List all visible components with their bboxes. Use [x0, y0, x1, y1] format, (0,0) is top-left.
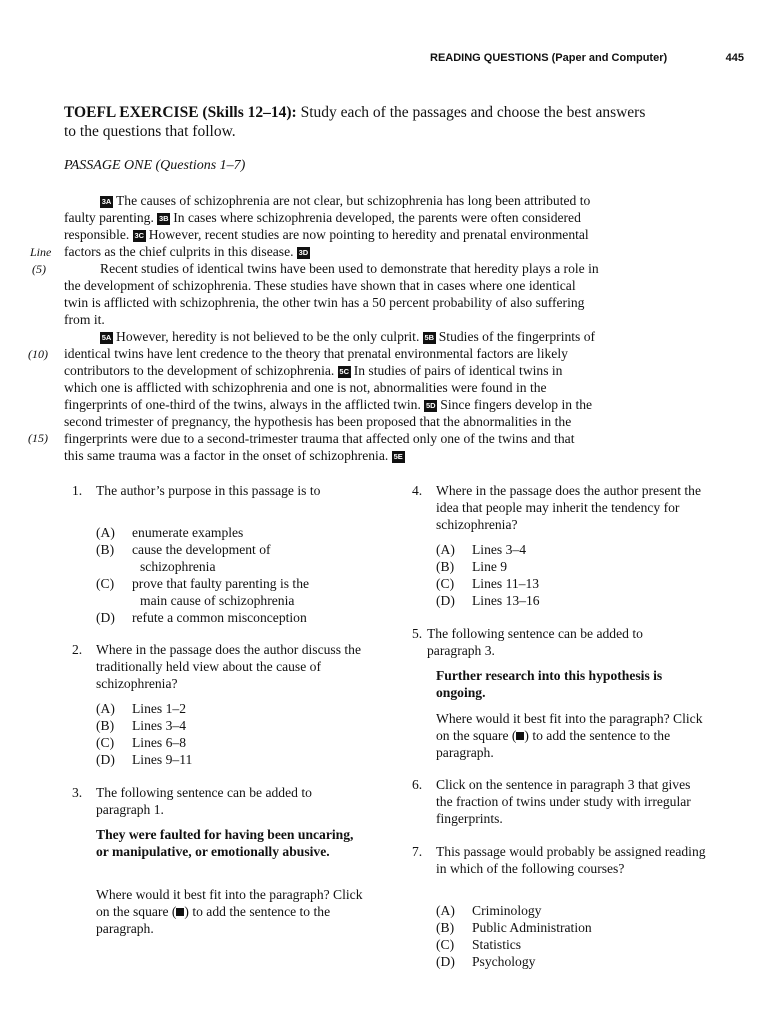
- question-number: 1.: [72, 483, 83, 498]
- answer-option-a[interactable]: (A) Lines 3–4: [436, 542, 526, 557]
- insert-square-5e[interactable]: 5E: [393, 452, 403, 461]
- question-number: 6.: [412, 777, 423, 792]
- insert-square-5b[interactable]: 5B: [424, 333, 435, 342]
- question-number: 3.: [72, 785, 83, 800]
- passage-line-2: faulty parenting. 3B In cases where schizophrenia developed, the parents were often considered: [64, 210, 581, 225]
- passage-line-5: Recent studies of identical twins have been used to demonstrate that heredity plays a role in: [100, 261, 599, 276]
- sentence-to-insert: Further research into this hypothesis is ongoing.: [436, 668, 663, 700]
- exercise-instruction: Study each of the passages and choose the best answers: [300, 104, 646, 121]
- question-stem: The author’s purpose in this passage is to: [96, 483, 321, 498]
- question-number: 4.: [412, 483, 423, 498]
- question-6: [412, 776, 712, 831]
- answer-option-d[interactable]: (D) Lines 13–16: [436, 593, 540, 608]
- answer-option-c[interactable]: (C) Statistics: [436, 937, 522, 952]
- answer-option-d[interactable]: (D) refute a common misconception: [96, 610, 307, 625]
- question-2: [72, 641, 372, 771]
- margin-line-5: (5): [32, 262, 46, 276]
- passage-line-4: factors as the chief culprits in this disease. 3D: [64, 244, 309, 259]
- insert-square-3d[interactable]: 3D: [298, 248, 309, 257]
- answer-option-c[interactable]: (C) Lines 11–13: [436, 576, 540, 591]
- running-head-title: READING QUESTIONS (Paper and Computer): [430, 52, 668, 64]
- answer-option-d[interactable]: (D) Lines 9–11: [96, 752, 193, 767]
- passage-line-11: contributors to the development of schizophrenia. 5C In studies of pairs of identical twins in: [64, 363, 563, 378]
- margin-line-15: (15): [28, 431, 48, 445]
- passage-line-16: this same trauma was a factor in the onset of schizophrenia. 5E: [64, 448, 403, 463]
- passage-line-13: fingerprints of one-third of the twins, always in the afflicted twin. 5D Since fingers develop in the: [64, 397, 593, 412]
- answer-option-b[interactable]: (B) cause the development of: [96, 542, 271, 557]
- answer-option-d[interactable]: (D) Psychology: [436, 954, 536, 969]
- question-stem: The following sentence can be added to paragraph 1.: [96, 785, 312, 817]
- question-stem: Click on the sentence in paragraph 3 that gives the fraction of twins under study with irregular fingerprints.: [436, 777, 691, 826]
- passage-heading: PASSAGE ONE (Questions 1–7): [64, 158, 246, 173]
- answer-option-b[interactable]: (B) Line 9: [436, 559, 508, 574]
- answer-option-c[interactable]: (C) Lines 6–8: [96, 735, 186, 750]
- question-number: 7.: [412, 844, 423, 859]
- passage-line-6: the development of schizophrenia. These studies have shown that in cases where one identical: [64, 278, 576, 293]
- question-stem: This passage would probably be assigned reading in which of the following courses?: [436, 844, 706, 876]
- insert-square-5a[interactable]: 5A: [101, 333, 112, 342]
- question-number: 2.: [72, 642, 83, 657]
- page-number: 445: [725, 52, 744, 64]
- question-instruction: Where would it best fit into the paragraph? Click on the square ( ) to add the sentence to the paragraph.: [436, 711, 703, 760]
- exercise-instruction-cont: to the questions that follow.: [64, 123, 236, 140]
- answer-option-a[interactable]: (A) Criminology: [436, 903, 542, 918]
- answer-option-c-cont: main cause of schizophrenia: [140, 593, 295, 608]
- question-stem: The following sentence can be added to paragraph 3.: [427, 626, 643, 658]
- question-1: [72, 482, 372, 625]
- question-number: 5.: [412, 626, 423, 641]
- exercise-title: [64, 103, 724, 141]
- passage-line-3: responsible. 3C However, recent studies are now pointing to heredity and prenatal environmental: [64, 227, 589, 242]
- answer-option-a[interactable]: (A) Lines 1–2: [96, 701, 186, 716]
- question-stem: Where in the passage does the author discuss the traditionally held view about the cause of schizophrenia?: [96, 642, 361, 691]
- passage-line-10: identical twins have lent credence to the theory that prenatal environmental factors are likely: [64, 346, 568, 361]
- passage-line-14: second trimester of pregnancy, the hypothesis has been proposed that the abnormalities in the: [64, 414, 572, 429]
- running-head: [430, 52, 744, 64]
- insert-square-3c[interactable]: 3C: [134, 231, 145, 240]
- question-4: [412, 482, 712, 612]
- insert-square-5d[interactable]: 5D: [426, 401, 436, 410]
- question-7: [412, 843, 712, 973]
- question-3: [72, 784, 372, 944]
- answer-option-b[interactable]: (B) Lines 3–4: [96, 718, 186, 733]
- answer-option-c[interactable]: (C) prove that faulty parenting is the: [96, 576, 310, 591]
- insert-square-5c[interactable]: 5C: [339, 367, 349, 376]
- question-instruction: Where would it best fit into the paragraph? Click on the square ( ) to add the sentence to the paragraph.: [96, 887, 363, 936]
- passage-line-8: from it.: [64, 312, 105, 327]
- sentence-to-insert: They were faulted for having been uncaring, or manipulative, or emotionally abusive.: [96, 827, 354, 859]
- passage-line-7: twin is afflicted with schizophrenia, the other twin has a 50 percent probability of also suffering: [64, 295, 585, 310]
- passage-line-12: which one is afflicted with schizophrenia and one is not, abnormalities were found in the: [64, 380, 547, 395]
- passage-line-15: fingerprints were due to a second-trimester trauma that affected only one of the twins and that: [64, 431, 575, 446]
- passage-line-9: 5A However, heredity is not believed to be the only culprit. 5B Studies of the fingerprints of: [101, 329, 596, 344]
- question-5: [412, 625, 712, 765]
- margin-line-label: Line: [30, 245, 52, 259]
- insert-square-3a[interactable]: 3A: [101, 197, 112, 206]
- answer-option-b[interactable]: (B) Public Administration: [436, 920, 592, 935]
- question-stem: Where in the passage does the author present the idea that people may inherit the tendency for schizophrenia?: [436, 483, 701, 532]
- insert-square-3b[interactable]: 3B: [158, 214, 169, 223]
- answer-option-b-cont: schizophrenia: [140, 559, 216, 574]
- margin-line-10: (10): [28, 347, 48, 361]
- passage-line-1: 3A The causes of schizophrenia are not clear, but schizophrenia has long been attributed to: [101, 193, 591, 208]
- answer-option-a[interactable]: (A) enumerate examples: [96, 525, 244, 540]
- exercise-label: TOEFL EXERCISE (Skills 12–14):: [64, 104, 297, 121]
